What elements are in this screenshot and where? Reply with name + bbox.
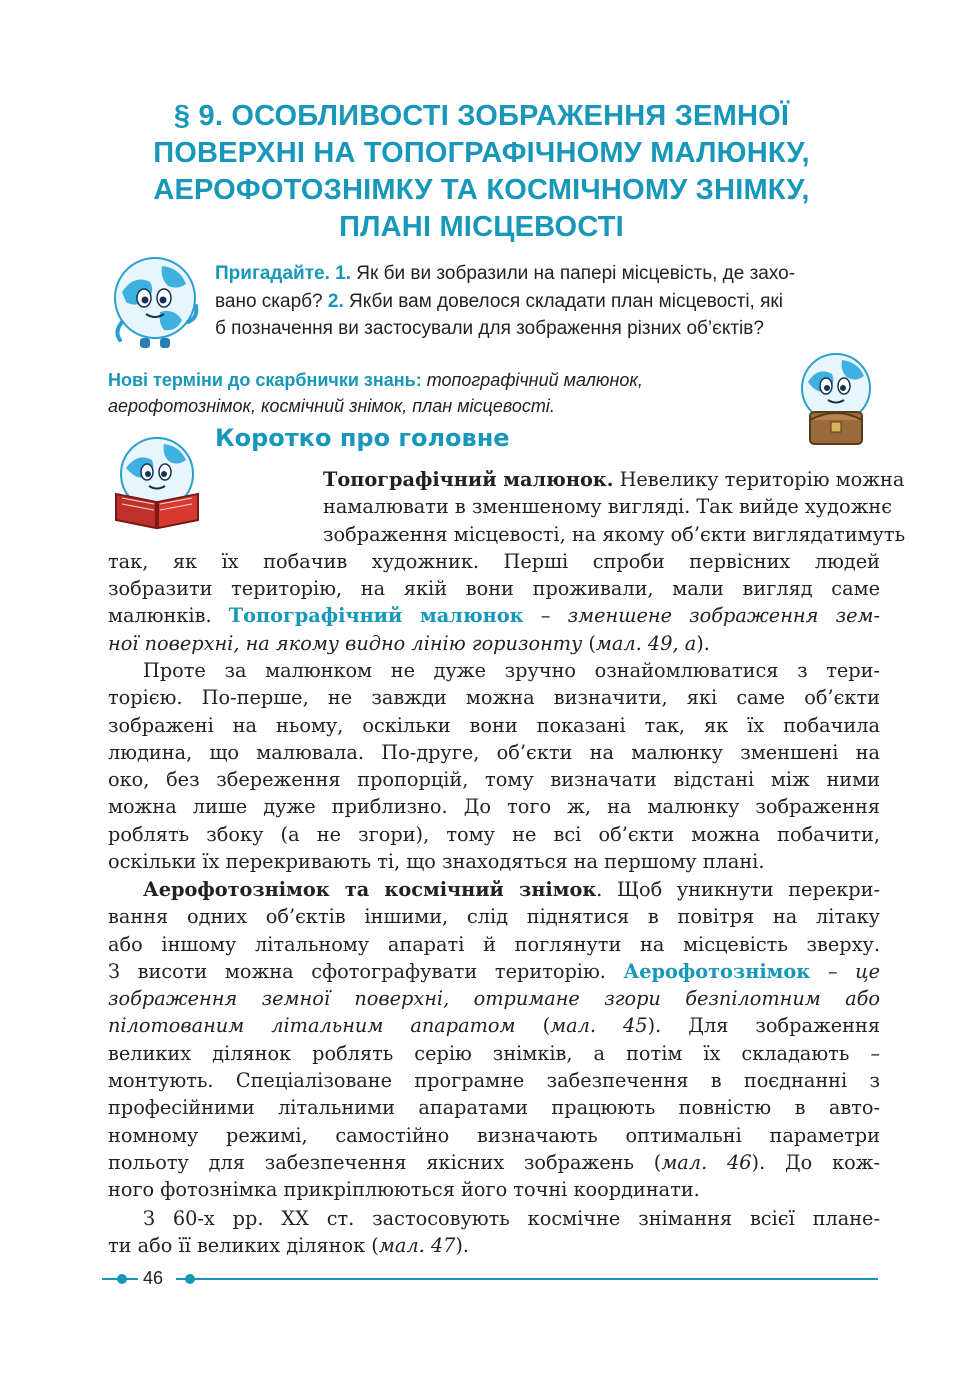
title-line-3: АЕРОФОТОЗНІМКУ ТА КОСМІЧНОМУ ЗНІМКУ, [153,174,810,206]
title-line-4: ПЛАНІ МІСЦЕВОСТІ [339,211,624,243]
page-title [60,98,903,246]
aerial-paragraph: Аерофотознімок та космічний знімок. Щоб уникнути перекри- вання одних об’єктів іншими, слід піднятися в повітря на літаку або іншому літальному апараті й поглянути на місцевість зверху. З висоти можна сфотографувати територію. Аерофотознімок – це зображення земної поверхні, отримане згори безпілотним або пілотованим літальним апаратом (мал. 45). Для зображення великих ділянок роблять серію знімків, а потім їх складають – монтують. Спеціалізоване програмне забезпечення в поєднанні з професійними літальними апаратами працюють повністю в авто- номному режимі, самостійно визначають оптимальні параметри польоту для забезпечення якісних зображень (мал. 46). До кож- ного фотознімка прикріплюються його точні координати. [108,878,881,1202]
summary-heading: Коротко про головне [215,424,510,452]
recall-question-1a: Як би ви зобразили на папері місцевість, де захо- [351,263,796,284]
globe-mascot-chest-icon [786,350,886,450]
aerial-term-definition: Аерофотознімок [623,959,811,983]
title-line-1: § 9. ОСОБЛИВОСТІ ЗОБРАЖЕННЯ ЗЕМНОЇ [173,100,790,132]
topo-paragraph: Топографічний малюнок. Невелику територію можна намалювати в зменшеному вигляді. Так вийде художнє зображення місцевості, на якому об’єкти виглядатимуть так, як їх побачив художник. Перші спроби первісних людей зобразити територію, на якій вони проживали, мали вигляд саме малюнків. Топографічний малюнок – зменшене зображення зем- ної поверхні, на якому видно лінію горизонту (мал. 49, а). [108,468,906,655]
footer-dot-right-icon [185,1274,195,1284]
title-line-2: ПОВЕРХНІ НА ТОПОГРАФІЧНОМУ МАЛЮНКУ, [153,137,810,169]
figure-ref-45: мал. 45 [550,1014,648,1038]
figure-ref-46: мал. 46 [661,1150,752,1174]
footer-rule [100,1270,880,1288]
figure-ref-49a: мал. 49, а [595,631,697,655]
new-terms-items-b: аерофотознімок, космічний знімок, план місцевості. [108,396,555,416]
aerial-term-lead: Аерофотознімок та космічний знімок [143,878,597,901]
topo-term-lead: Топографічний малюнок. [323,468,614,491]
page-number: 46 [143,1268,164,1288]
recall-question-1b: вано скарб? [215,290,328,312]
figure-ref-47: мал. 47 [378,1234,456,1258]
recall-question-2b: б позначення ви застосували для зображення різних об’єктів? [215,318,764,339]
footer-dot-left-icon [117,1274,127,1284]
new-terms-items-a: топографічний малюнок, [421,370,643,390]
space-paragraph: З 60-х рр. XX ст. застосовують космічне знімання всієї плане- ти або її великих ділянок (мал. 47). [108,1207,880,1258]
topo-term-definition: Топографічний малюнок [228,604,524,628]
drawing-limitations-paragraph: Проте за малюнком не дуже зручно ознайомлюватися з тери- торією. По-перше, не завжди можна визначити, які саме об’єкти зображені на ньому, оскільки вони показані так, як їх побачила людина, що малювала. По-друге, об’єкти на малюнку зменшені на око, без збереження пропорцій, тому визначати відстані між ними можна лише дуже приблизно. До того ж, на малюнку зображення роблять збоку (а не згори), тому не всі об’єкти можна побачити, оскільки їх перекривають ті, що знаходяться на першому плані. [108,659,880,874]
new-terms-label: Нові терміни до скарбнички знань: [108,370,422,390]
recall-label: Пригадайте. [215,263,330,284]
new-terms [108,367,798,419]
recall-questions [215,260,887,343]
globe-mascot-thinking-icon [100,252,210,352]
recall-question-2a: Якби вам довелося складати план місцевості, які [343,290,783,312]
recall-number-2: 2. [327,290,344,312]
recall-number-1: 1. [335,263,352,284]
